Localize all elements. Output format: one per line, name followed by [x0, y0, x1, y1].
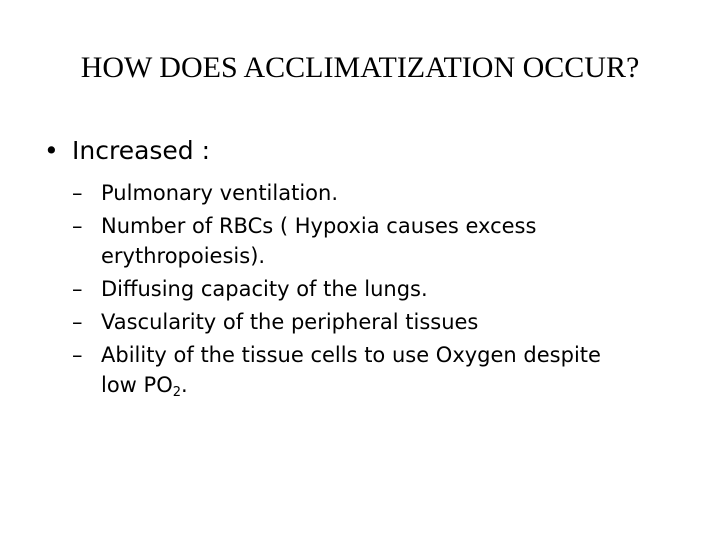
sentence-period: .: [181, 373, 188, 397]
dash-marker: –: [72, 310, 83, 334]
sub-item-text: Vascularity of the peripheral tissues: [101, 310, 479, 334]
slide-title: HOW DOES ACCLIMATIZATION OCCUR?: [80, 51, 640, 84]
sub-item-text: Ability of the tissue cells to use Oxygen despite: [101, 343, 601, 367]
sub-bullet-list: [72, 178, 601, 403]
po2-subscript: 2: [172, 385, 182, 400]
sub-item-number-of-rbcs: [72, 211, 601, 271]
bullet-text: Increased :: [72, 136, 211, 165]
sub-item-text: Pulmonary ventilation.: [101, 181, 338, 205]
sub-item-text: Diffusing capacity of the lungs.: [101, 277, 428, 301]
sub-item-text-continued: [101, 370, 601, 400]
dash-marker: –: [72, 343, 83, 367]
sub-item-vascularity: [72, 307, 601, 337]
po2-label: low PO: [101, 373, 173, 397]
sub-item-oxygen-use: [72, 340, 601, 400]
bullet-marker: •: [44, 136, 59, 165]
sub-item-text-continued: erythropoiesis).: [101, 244, 266, 268]
bullet-increased: [44, 134, 210, 168]
dash-marker: –: [72, 214, 83, 238]
dash-marker: –: [72, 181, 83, 205]
sub-item-pulmonary-ventilation: [72, 178, 601, 208]
sub-item-text: Number of RBCs ( Hypoxia causes excess: [101, 214, 537, 238]
sub-item-diffusing-capacity: [72, 274, 601, 304]
dash-marker: –: [72, 277, 83, 301]
